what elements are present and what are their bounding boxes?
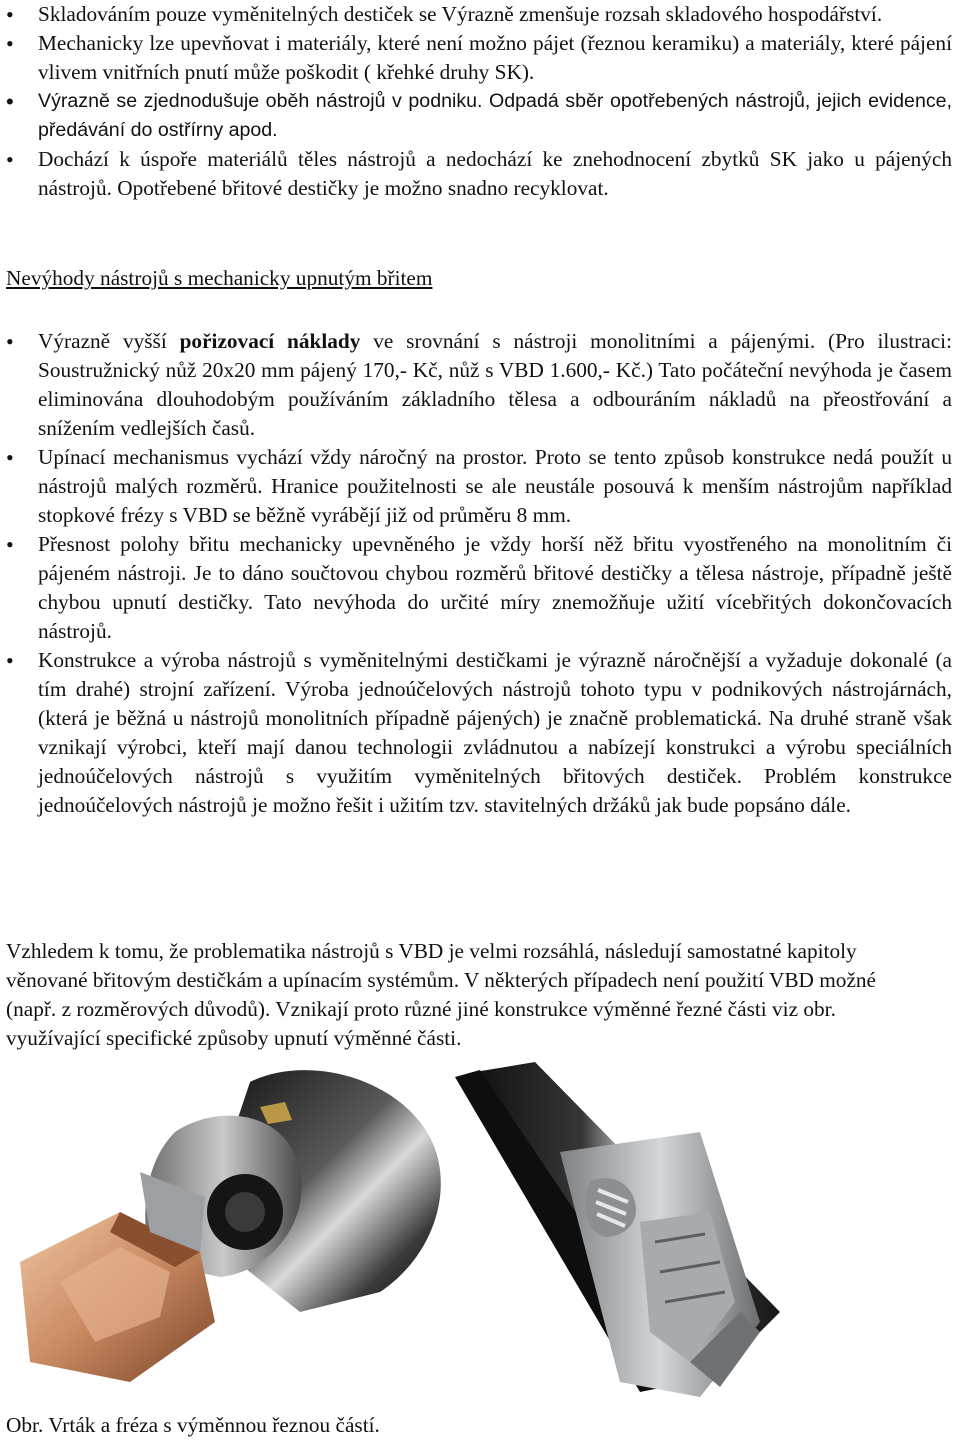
body-paragraph: Vzhledem k tomu, že problematika nástrojů s VBD je velmi rozsáhlá, následují samostatné kapitoly věnované břitovým destičkám a upínacím systémům. V některých případech není použití VBD možné (např. z rozměrových důvodů). Vznikají proto různé jiné konstrukce výměnné řezné části viz obr. využívající specifické způsoby upnutí výměnné části. — [6, 939, 877, 1050]
list-item — [4, 327, 952, 443]
list-item: • Přesnost polohy břitu mechanicky upevněného je vždy horší něž břitu vyostřeného na monolitním či pájeném nástroji. Je to dáno součtovou chybou rozměrů břitové destičky a tělesa nástroje, případně ještě chybou upnutí destičky. Tato nevýhoda do určité míry znemožňuje užití vícebřitých dokončovacích nástrojů. — [4, 530, 952, 646]
drill-graphic — [20, 1070, 441, 1382]
item-text-bold: pořizovací náklady — [179, 329, 361, 353]
list-item: • Skladováním pouze vyměnitelných destiček se Výrazně zmenšuje rozsah skladového hospodářství. — [4, 0, 952, 29]
list-item: • Konstrukce a výroba nástrojů s vyměnitelnými destičkami je výrazně náročnější a vyžaduje dokonalé (a tím drahé) strojní zařízení. Výroba jednoúčelových nástrojů tohoto typu v podnikových nástrojárnách, (která je běžná u nástrojů monolitních případně pájených) je značně problematická. Na druhé straně však vznikají výrobci, kteří mají danou technologii zvládnutou a nabízejí konstrukci a výrobu speciálních jednoúčelových nástrojů s využitím vyměnitelných břitových destiček. Problém konstrukce jednoúčelových nástrojů je možno řešit i užitím tzv. stavitelných držáků jak bude popsáno dále. — [4, 646, 952, 820]
list-item: • Výrazně se zjednodušuje oběh nástrojů v podniku. Odpadá sběr opotřebených nástrojů, jejich evidence, předávání do ostřírny apod. — [4, 87, 952, 145]
tool-figure — [0, 1062, 960, 1402]
item-text-post: ve srovnání s nástroji monolitními a pájenými. (Pro ilustraci: Soustružnický nůž 20x20 mm pájený 170,- Kč, nůž s VBD 1.600,- Kč.) Tato počáteční nevýhoda je časem eliminována dlouhodobým používáním základního tělesa a odbouráním nákladů na přeostřování a snížením vedlejších časů. — [38, 329, 952, 440]
disadvantages-list — [4, 327, 956, 820]
list-item: • Upínací mechanismus vychází vždy náročný na prostor. Proto se tento způsob konstrukce nedá použít u nástrojů malých rozměrů. Hranice použitelnosti se ale neustále posouvá k menším nástrojům například stopkové frézy s VBD se běžně vyrábějí již od průměru 8 mm. — [4, 443, 952, 530]
mill-graphic — [455, 1062, 780, 1397]
item-text-pre: Výrazně vyšší — [38, 329, 180, 353]
figure-caption: Obr. Vrták a fréza s výměnnou řeznou částí. — [6, 1413, 380, 1437]
drill-and-mill-illustration — [0, 1062, 960, 1402]
section-heading: Nevýhody nástrojů s mechanicky upnutým břitem — [6, 266, 433, 290]
list-item: • Dochází k úspoře materiálů těles nástrojů a nedochází ke znehodnocení zbytků SK jako u pájených nástrojů. Opotřebené břitové destičky je možno snadno recyklovat. — [4, 145, 952, 203]
list-item: • Mechanicky lze upevňovat i materiály, které není možno pájet (řeznou keramiku) a materiály, které pájení vlivem vnitřních pnutí může poškodit ( křehké druhy SK). — [4, 29, 952, 87]
advantages-list — [4, 0, 956, 203]
